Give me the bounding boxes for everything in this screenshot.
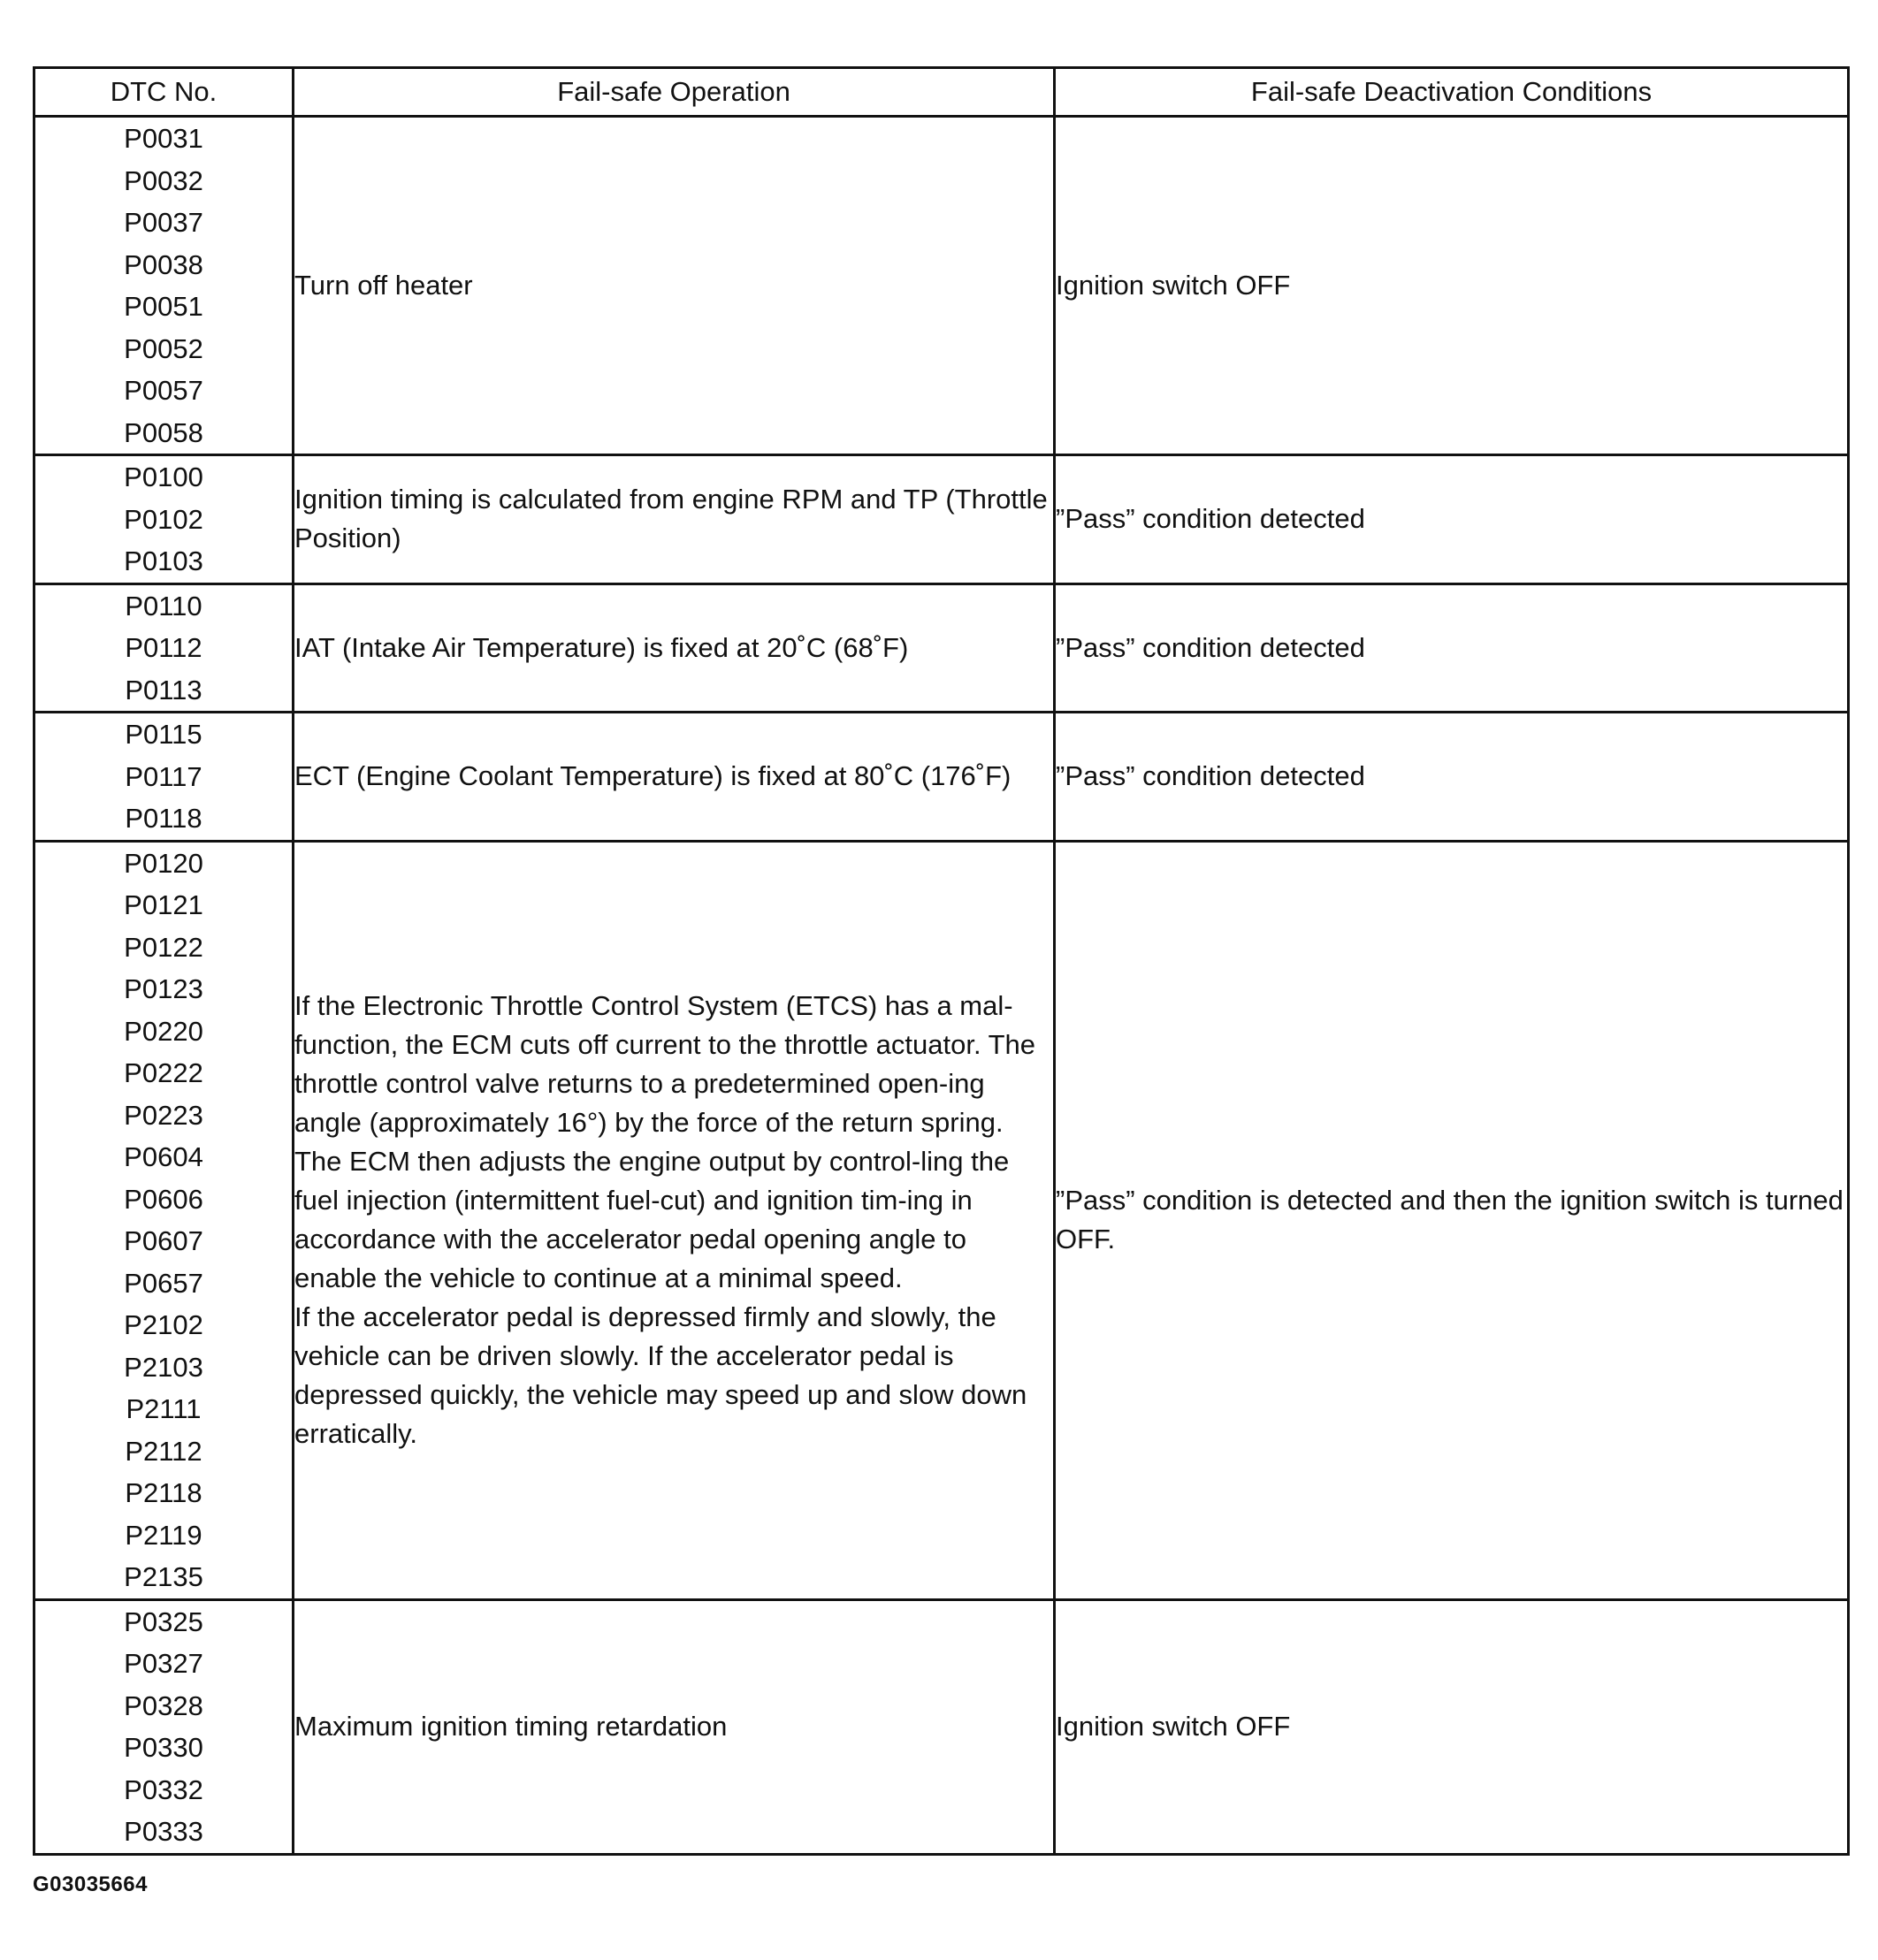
dtc-code: P2112 — [125, 1435, 202, 1467]
dtc-code: P0223 — [124, 1099, 203, 1131]
dtc-code: P0121 — [124, 889, 203, 920]
dtc-codes-cell — [34, 583, 294, 713]
dtc-code: P0058 — [124, 416, 203, 448]
dtc-code: P2118 — [125, 1477, 202, 1508]
figure-id: G03035664 — [33, 1872, 148, 1896]
deactivation-condition-cell: ”Pass” condition detected — [1055, 583, 1849, 713]
table-row — [34, 713, 1849, 842]
dtc-code: P2102 — [124, 1309, 203, 1340]
deactivation-condition-cell: Ignition switch OFF — [1055, 117, 1849, 455]
dtc-code: P0118 — [125, 803, 202, 834]
deactivation-condition-cell: ”Pass” condition is detected and then the ignition switch is turned OFF. — [1055, 841, 1849, 1599]
dtc-code: P0113 — [125, 674, 202, 705]
table-row — [34, 117, 1849, 455]
dtc-code: P2103 — [124, 1351, 203, 1383]
table-header-row — [34, 68, 1849, 117]
dtc-code: P0220 — [124, 1015, 203, 1047]
operation-text: If the Electronic Throttle Control System (ETCS) has a mal-function, the ECM cuts off current to the throttle actuator. The throttle control valve returns to a predetermined open-ing angle (approximately 16°) by the force of the return spring. The ECM then adjusts the engine output by control-ling the fuel injection (intermittent fuel-cut) and ignition tim-ing in accordance with the accelerator pedal opening angle to enable the vehicle to continue at a minimal speed. — [294, 990, 1036, 1293]
header-failsafe-operation: Fail-safe Operation — [294, 68, 1055, 117]
dtc-code: P0112 — [125, 632, 202, 663]
dtc-code: P0328 — [124, 1689, 203, 1721]
dtc-codes-cell — [34, 841, 294, 1599]
dtc-code: P0325 — [124, 1605, 203, 1637]
dtc-code: P0103 — [124, 545, 203, 576]
dtc-code: P0123 — [124, 973, 203, 1004]
dtc-code: P0330 — [124, 1732, 203, 1763]
operation-text: Maximum ignition timing retardation — [294, 1711, 728, 1742]
table-row — [34, 841, 1849, 1599]
dtc-code: P0120 — [124, 847, 203, 879]
table-body — [34, 117, 1849, 1855]
dtc-code: P0607 — [124, 1225, 203, 1256]
deactivation-condition-cell: ”Pass” condition detected — [1055, 713, 1849, 842]
dtc-code: P0117 — [125, 760, 202, 792]
dtc-code: P2119 — [125, 1519, 202, 1551]
table-row — [34, 1599, 1849, 1854]
header-deactivation-conditions: Fail-safe Deactivation Conditions — [1055, 68, 1849, 117]
dtc-codes-cell — [34, 117, 294, 455]
dtc-code: P0604 — [124, 1141, 203, 1172]
dtc-code: P0657 — [124, 1267, 203, 1299]
dtc-code: P0327 — [124, 1648, 203, 1679]
failsafe-operation-cell — [294, 1599, 1055, 1854]
dtc-code: P0606 — [124, 1183, 203, 1215]
dtc-code: P0332 — [124, 1773, 203, 1805]
operation-text: IAT (Intake Air Temperature) is fixed at 20˚C (68˚F) — [294, 631, 909, 663]
dtc-codes-cell — [34, 713, 294, 842]
operation-text: Ignition timing is calculated from engine RPM and TP (Throttle Position) — [294, 484, 1048, 554]
dtc-code: P2111 — [126, 1393, 202, 1424]
operation-text: If the accelerator pedal is depressed firmly and slowly, the vehicle can be driven slowly. If the accelerator pedal is depressed quickly, the vehicle may speed up and slow down erratically. — [294, 1301, 1027, 1449]
deactivation-condition-cell: ”Pass” condition detected — [1055, 455, 1849, 584]
dtc-code: P0031 — [124, 123, 203, 154]
dtc-code: P0037 — [124, 207, 203, 238]
header-dtc-no: DTC No. — [34, 68, 294, 117]
deactivation-condition-cell: Ignition switch OFF — [1055, 1599, 1849, 1854]
failsafe-table — [33, 66, 1850, 1856]
dtc-codes-cell — [34, 455, 294, 584]
failsafe-operation-cell — [294, 713, 1055, 842]
dtc-code: P0038 — [124, 248, 203, 280]
dtc-code: P2135 — [124, 1561, 203, 1592]
failsafe-operation-cell — [294, 583, 1055, 713]
dtc-code: P0032 — [124, 164, 203, 196]
failsafe-operation-cell — [294, 455, 1055, 584]
dtc-code: P0052 — [124, 332, 203, 364]
dtc-code: P0110 — [125, 590, 202, 622]
dtc-code: P0122 — [124, 931, 203, 963]
dtc-codes-cell — [34, 1599, 294, 1854]
operation-text: ECT (Engine Coolant Temperature) is fixed at 80˚C (176˚F) — [294, 760, 1012, 792]
operation-text: Turn off heater — [294, 270, 473, 301]
dtc-code: P0115 — [125, 719, 202, 750]
table-row — [34, 583, 1849, 713]
dtc-code: P0100 — [124, 461, 203, 492]
failsafe-operation-cell — [294, 117, 1055, 455]
dtc-code: P0333 — [124, 1816, 203, 1847]
table-row — [34, 455, 1849, 584]
dtc-code: P0057 — [124, 375, 203, 406]
dtc-code: P0222 — [124, 1057, 203, 1088]
dtc-code: P0051 — [124, 291, 203, 322]
dtc-code: P0102 — [124, 503, 203, 535]
failsafe-operation-cell — [294, 841, 1055, 1599]
